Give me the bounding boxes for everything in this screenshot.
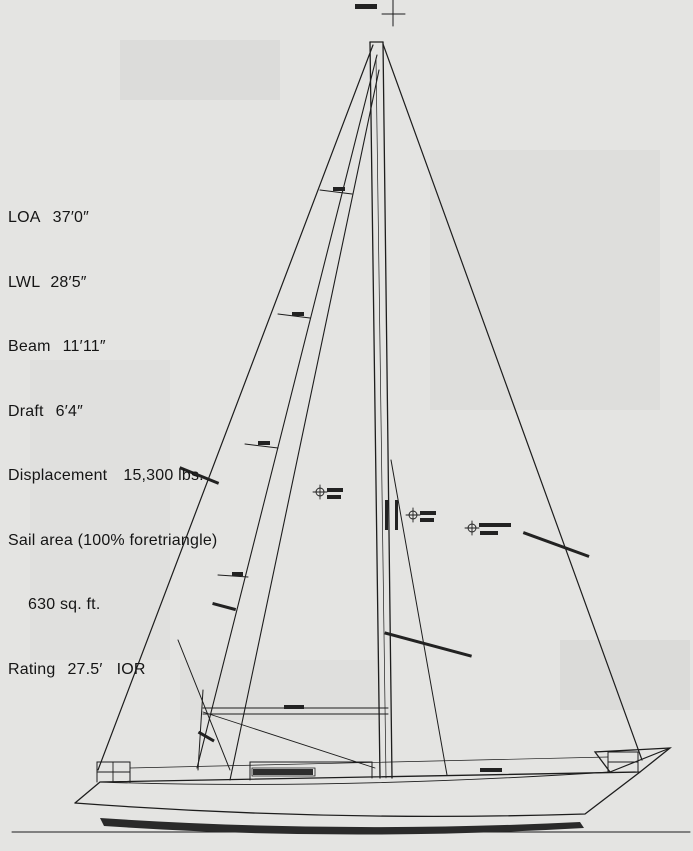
spec-draft	[8, 401, 217, 423]
spec-loa	[8, 207, 217, 229]
crosshair-circle-icon	[313, 485, 327, 499]
backstay	[383, 44, 642, 760]
loa-label: LOA	[8, 209, 41, 226]
cabin-window	[253, 769, 313, 775]
crosshair-circle-icon	[406, 508, 420, 522]
stern-pulpit	[608, 752, 638, 772]
beam-label: Beam	[8, 338, 51, 355]
jib-leech	[197, 55, 377, 768]
rating-label: Rating	[8, 660, 56, 678]
genoa-leech	[230, 70, 379, 780]
sail-area-value: 630 sq. ft.	[28, 596, 101, 613]
lwl-value: 28′5″	[50, 273, 87, 291]
spec-rating	[8, 659, 217, 681]
spec-sail-area-value	[8, 594, 217, 616]
mainsail-leech	[391, 460, 447, 775]
draft-label: Draft	[8, 402, 44, 420]
spec-displacement	[8, 465, 217, 487]
mast	[370, 42, 392, 778]
loa-value: 37′0″	[52, 209, 89, 226]
draft-value: 6′4″	[55, 402, 83, 420]
spec-sail-area	[8, 530, 217, 552]
specifications-panel	[8, 164, 217, 723]
rating-rule: IOR	[116, 660, 146, 678]
displacement-value: 15,300 lbs.	[123, 467, 204, 484]
vang	[203, 712, 375, 768]
spec-beam	[8, 336, 217, 358]
hull	[75, 748, 670, 816]
beam-value: 11′11″	[62, 338, 106, 355]
displacement-label: Displacement	[8, 467, 108, 484]
bow-pulpit	[97, 762, 130, 782]
crosshair-icon	[382, 0, 405, 26]
sail-area-label: Sail area (100% foretriangle)	[8, 531, 218, 549]
spec-lwl	[8, 272, 217, 294]
rating-value: 27.5′	[67, 660, 103, 678]
crosshair-circle-icon	[465, 521, 479, 535]
lwl-label: LWL	[8, 273, 41, 291]
